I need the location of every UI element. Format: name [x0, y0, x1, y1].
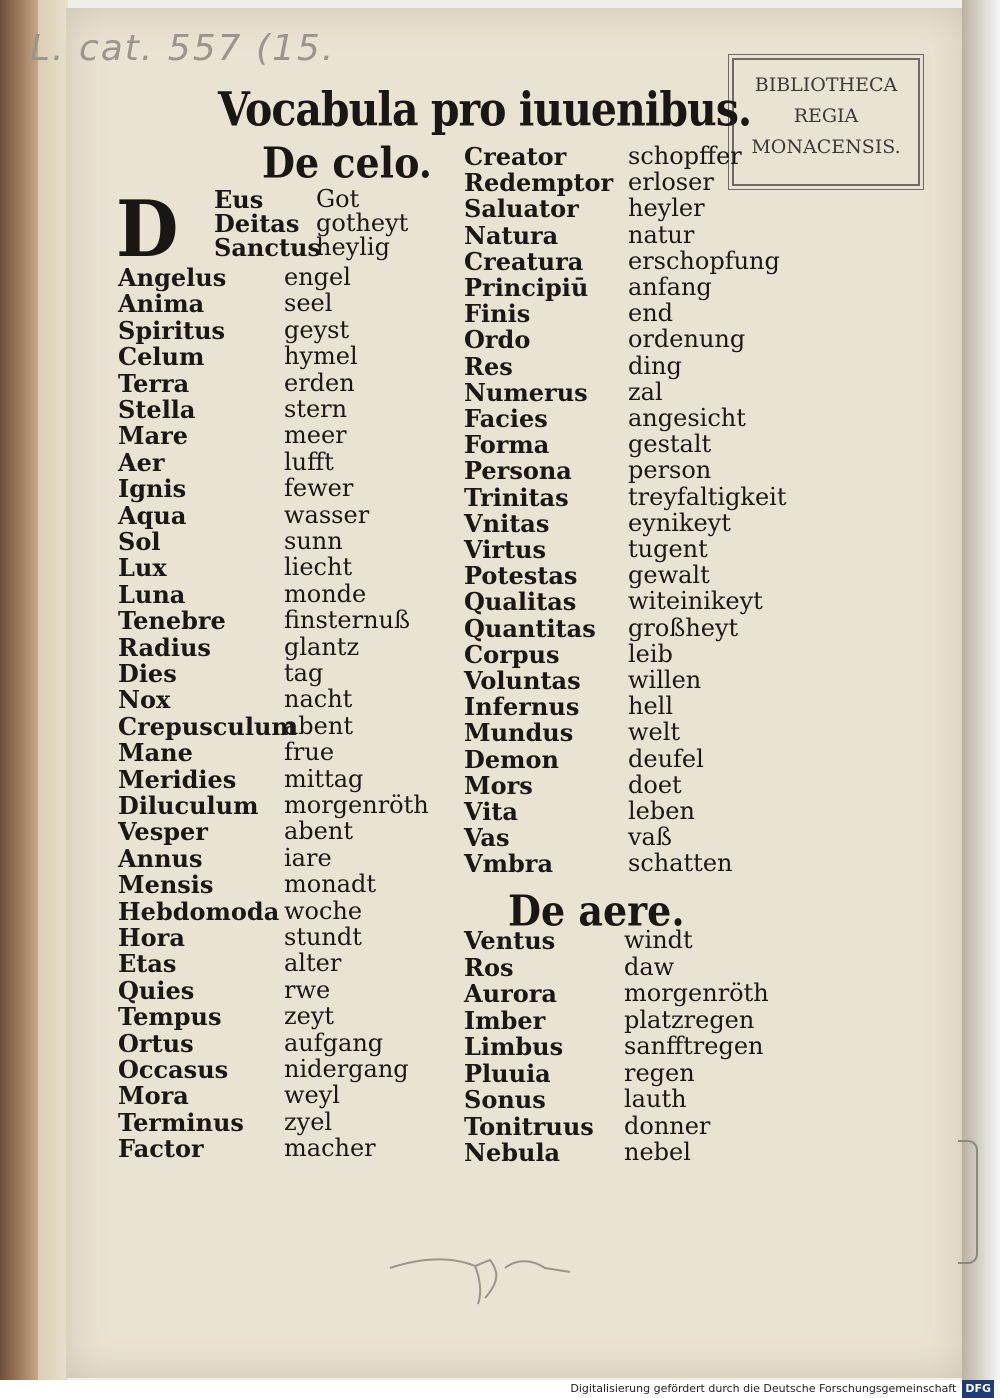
latin-word: Radius [118, 632, 211, 662]
german-word: zyel [284, 1107, 333, 1136]
stamp-line-1: BIBLIOTHECA [754, 74, 898, 96]
latin-word: Imber [464, 1005, 546, 1035]
digitization-footer [0, 1380, 1000, 1398]
german-word: hell [628, 692, 674, 721]
latin-word: Nebula [464, 1138, 561, 1167]
latin-word: Saluator [464, 194, 579, 224]
dfg-logo: DFG [962, 1380, 994, 1398]
latin-word: Quies [118, 975, 195, 1005]
german-word: nebel [624, 1138, 691, 1166]
german-word: regen [624, 1058, 695, 1087]
german-word: großheyt [628, 613, 739, 642]
german-word: morgenröth [284, 791, 429, 819]
german-word: frue [284, 738, 335, 767]
german-word: gewalt [628, 561, 710, 590]
latin-word: Mora [118, 1081, 189, 1111]
german-word: erloser [628, 168, 714, 197]
latin-word: Terra [118, 368, 190, 398]
latin-word: Virtus [464, 535, 547, 564]
german-word: ding [628, 351, 682, 380]
german-word: person [628, 456, 712, 485]
latin-word: Mane [118, 738, 193, 768]
german-word: liecht [284, 553, 353, 582]
latin-word: Persona [464, 456, 572, 486]
latin-word: Diluculum [118, 791, 259, 820]
german-word: weyl [284, 1081, 340, 1110]
latin-word: Tonitruus [464, 1111, 594, 1141]
page-gutter [38, 0, 68, 1380]
german-word: willen [628, 666, 702, 694]
latin-word: Ventus [464, 926, 556, 955]
latin-word: Numerus [464, 377, 588, 407]
german-word: windt [624, 926, 693, 954]
latin-word: Etas [118, 949, 177, 979]
german-word: monadt [284, 870, 376, 899]
section-heading-celo: De celo. [262, 138, 433, 188]
latin-word: Limbus [464, 1032, 564, 1061]
german-word: anfang [628, 273, 712, 301]
latin-word: Mundus [464, 718, 574, 748]
latin-word: Aurora [464, 979, 557, 1008]
latin-word: Mare [118, 421, 189, 451]
latin-word: Crepusculum [118, 711, 297, 741]
latin-word: Pluuia [464, 1058, 551, 1088]
signature-scribble [380, 1238, 580, 1308]
german-word: schopffer [628, 142, 742, 170]
latin-word: Ignis [118, 474, 187, 504]
latin-word: Voluntas [464, 666, 581, 695]
latin-word: Vmbra [464, 849, 553, 879]
latin-word: Celum [118, 342, 205, 372]
german-word: witeinikeyt [628, 587, 763, 616]
german-word: welt [628, 718, 681, 747]
latin-word: Sanctus [214, 233, 321, 262]
latin-word: Luna [118, 579, 186, 609]
german-word: ordenung [628, 325, 746, 354]
german-word: engel [284, 263, 351, 291]
german-word: sunn [284, 527, 343, 555]
latin-word: Tenebre [118, 606, 226, 636]
latin-word: Potestas [464, 561, 578, 591]
section-heading-aere: De aere. [508, 886, 685, 936]
german-word: lauth [624, 1085, 687, 1113]
german-word: doet [628, 770, 682, 799]
latin-word: Hora [118, 923, 185, 952]
german-word: zal [628, 377, 663, 406]
german-word: natur [628, 220, 695, 249]
latin-word: Deitas [214, 209, 300, 238]
german-word: stundt [284, 923, 362, 951]
latin-word: Res [464, 351, 513, 381]
german-word: wasser [284, 500, 370, 529]
latin-word: Ordo [464, 325, 531, 355]
latin-word: Lux [118, 553, 167, 583]
latin-word: Trinitas [464, 482, 569, 512]
german-word: sanfftregen [624, 1032, 764, 1060]
latin-word: Angelus [118, 263, 227, 292]
german-word: alter [284, 949, 342, 978]
latin-word: Spiritus [118, 315, 226, 345]
latin-word: Mensis [118, 870, 214, 900]
latin-word: Qualitas [464, 587, 577, 617]
latin-word: Occasus [118, 1055, 229, 1084]
german-word: monde [284, 579, 367, 608]
latin-word: Terminus [118, 1107, 244, 1137]
german-word: woche [284, 896, 363, 925]
latin-word: Stella [118, 395, 196, 424]
latin-word: Quantitas [464, 613, 596, 643]
latin-word: Ros [464, 952, 514, 982]
latin-word: Eus [214, 185, 264, 214]
latin-word: Vesper [118, 817, 208, 847]
german-word: erschopfung [628, 246, 780, 275]
german-word: schatten [628, 849, 733, 878]
latin-word: Principiū [464, 273, 589, 302]
german-word: Got [316, 185, 360, 213]
latin-word: Hebdomoda [118, 896, 280, 926]
german-word: gotheyt [316, 209, 409, 237]
latin-word: Demon [464, 744, 559, 774]
shelfmark: L. cat. 557 (15. [30, 28, 336, 69]
german-word: lufft [284, 447, 334, 476]
library-stamp [732, 58, 920, 186]
german-word: finsternuß [284, 606, 411, 635]
german-word: geyst [284, 315, 350, 344]
latin-word: Creatura [464, 246, 584, 276]
german-word: donner [624, 1111, 711, 1140]
german-word: end [628, 299, 674, 328]
latin-word: Tempus [118, 1002, 222, 1032]
latin-word: Vas [464, 823, 510, 853]
latin-word: Infernus [464, 692, 580, 722]
german-word: vaß [628, 823, 672, 852]
german-word: nacht [284, 685, 353, 714]
stamp-line-2: REGIA [793, 105, 859, 127]
german-word: zeyt [284, 1002, 335, 1031]
german-word: morgenröth [624, 979, 769, 1007]
latin-word: Forma [464, 430, 550, 460]
german-word: gestalt [628, 430, 712, 459]
latin-word: Ortus [118, 1028, 194, 1058]
latin-word: Creator [464, 142, 567, 171]
german-word: leib [628, 639, 673, 668]
german-word: leben [628, 797, 695, 825]
german-word: abent [284, 711, 353, 740]
german-word: erden [284, 368, 355, 397]
german-word: iare [284, 843, 332, 872]
latin-word: Anima [118, 289, 205, 319]
latin-word: Aer [118, 447, 165, 477]
german-word: tugent [628, 535, 708, 563]
latin-word: Sol [118, 527, 161, 556]
german-word: angesicht [628, 404, 746, 432]
german-word: macher [284, 1134, 376, 1163]
footer-text: Digitalisierung gefördert durch die Deutsche Forschungsgemeinschaft [570, 1382, 957, 1395]
latin-word: Meridies [118, 764, 237, 794]
german-word: abent [284, 817, 353, 846]
german-word: treyfaltigkeit [628, 482, 787, 511]
page-clip [958, 1140, 978, 1264]
latin-word: Nox [118, 685, 171, 715]
german-word: fewer [284, 474, 354, 503]
book-spine [0, 0, 38, 1380]
german-word: eynikeyt [628, 508, 731, 537]
latin-word: Vita [464, 797, 518, 826]
german-word: daw [624, 952, 675, 981]
latin-word: Factor [118, 1134, 204, 1164]
latin-word: Redemptor [464, 168, 614, 198]
german-word: stern [284, 395, 348, 423]
german-word: nidergang [284, 1055, 409, 1083]
decorated-initial: D [116, 182, 179, 275]
german-word: seel [284, 289, 333, 318]
german-word: heyler [628, 194, 705, 223]
german-word: hymel [284, 342, 358, 371]
german-word: tag [284, 659, 324, 687]
latin-word: Natura [464, 220, 559, 250]
latin-word: Dies [118, 659, 177, 688]
latin-word: Corpus [464, 639, 560, 669]
german-word: platzregen [624, 1005, 755, 1034]
german-word: meer [284, 421, 347, 450]
latin-word: Aqua [118, 500, 187, 530]
german-word: aufgang [284, 1028, 384, 1057]
latin-word: Vnitas [464, 508, 550, 538]
latin-word: Facies [464, 404, 548, 433]
latin-word: Finis [464, 299, 531, 329]
page-title: Vocabula pro iuuenibus. [218, 82, 752, 138]
german-word: mittag [284, 764, 364, 793]
german-word: rwe [284, 975, 331, 1004]
latin-word: Annus [118, 843, 203, 873]
german-word: heylig [316, 233, 390, 261]
latin-word: Sonus [464, 1085, 546, 1114]
latin-word: Mors [464, 770, 533, 800]
german-word: deufel [628, 744, 704, 773]
german-word: glantz [284, 632, 360, 661]
stamp-line-3: MONACENSIS. [751, 136, 901, 158]
